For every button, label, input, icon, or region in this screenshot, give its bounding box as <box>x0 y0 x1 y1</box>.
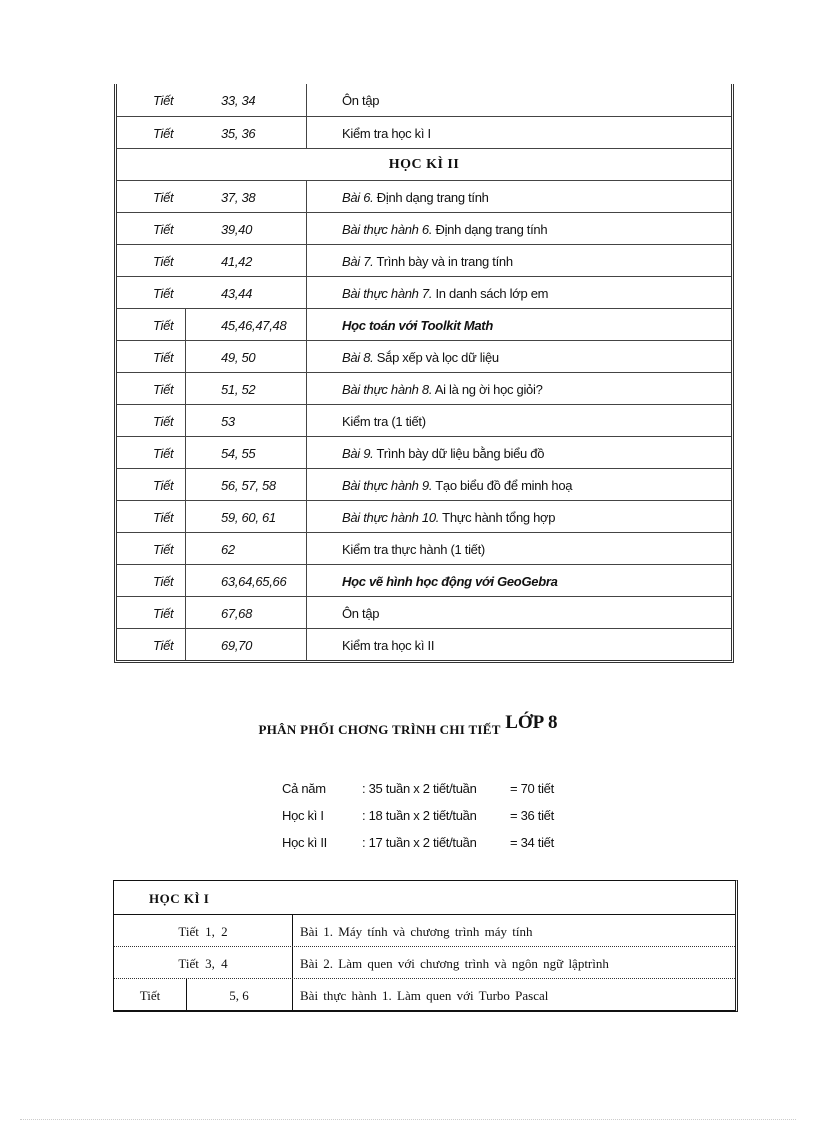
summary-total: = 70 tiết <box>510 781 554 796</box>
lesson-label: Tiết <box>153 222 174 237</box>
page-footer-rule <box>20 1119 796 1120</box>
lesson-title: Bài thực hành 7. In danh sách lớp em <box>342 286 549 301</box>
lesson-title: Bài 6. Định dạng trang tính <box>342 190 489 205</box>
schedule-table-term-1 <box>113 880 738 1012</box>
lesson-label: Tiết <box>153 126 174 141</box>
lesson-label: Tiết <box>139 988 161 1003</box>
table-row <box>117 597 731 629</box>
lesson-number: 62 <box>221 542 235 557</box>
heading-text: PHÂN PHỐI CHƠNG TRÌNH CHI TIẾT <box>258 722 501 737</box>
lesson-title: Ôn tập <box>342 606 380 621</box>
lesson-label: Tiết <box>153 382 174 397</box>
lesson-number: 54, 55 <box>221 446 256 461</box>
table-row <box>117 629 731 660</box>
lesson-prefix: Bài thực hành 8. <box>342 382 433 397</box>
lesson-number: 51, 52 <box>221 382 256 397</box>
lesson-label: Tiết <box>153 446 174 461</box>
term-2-heading: HỌC KÌ II <box>388 157 460 172</box>
lesson-title: Kiểm tra học kì I <box>342 126 431 141</box>
lesson-label: Tiết <box>153 574 174 589</box>
lesson-title: Bài 7. Trình bày và in trang tính <box>342 254 513 269</box>
lesson-title: Kiểm tra (1 tiết) <box>342 414 426 429</box>
term-header-row <box>117 149 731 181</box>
lesson-title: Kiểm tra thực hành (1 tiết) <box>342 542 485 557</box>
table-row <box>117 565 731 597</box>
section-heading <box>0 712 816 740</box>
lesson-title: Học toán với Toolkit Math <box>342 318 493 333</box>
lesson-number: Tiết 3, 4 <box>178 956 228 971</box>
lesson-number: 39,40 <box>221 222 253 237</box>
lesson-title: Kiểm tra học kì II <box>342 638 435 653</box>
summary-total: = 34 tiết <box>510 835 554 850</box>
summary-line-term-2 <box>0 835 816 855</box>
heading-grade: LỚP 8 <box>505 712 558 733</box>
schedule-table-term-2 <box>114 84 734 663</box>
lesson-prefix: Bài 7. <box>342 254 374 269</box>
lesson-title: Bài 1. Máy tính và chương trình máy tính <box>300 924 533 939</box>
lesson-number: 59, 60, 61 <box>221 510 276 525</box>
table-row <box>117 309 731 341</box>
lesson-label: Tiết <box>153 606 174 621</box>
lesson-number: 67,68 <box>221 606 253 621</box>
lesson-number: 49, 50 <box>221 350 256 365</box>
summary-key: Học kì I <box>282 808 324 823</box>
lesson-number: 41,42 <box>221 254 253 269</box>
table-row <box>114 979 735 1010</box>
lesson-number: 63,64,65,66 <box>221 574 287 589</box>
summary-value: : 35 tuần x 2 tiết/tuần <box>362 781 477 796</box>
lesson-number: 5, 6 <box>229 988 249 1003</box>
lesson-prefix: Bài 9. <box>342 446 374 461</box>
table-row <box>114 947 735 979</box>
lesson-prefix: Bài thực hành 7. <box>342 286 433 301</box>
lesson-title: Học vẽ hình học động với GeoGebra <box>342 574 558 589</box>
lesson-title: Bài thực hành 10. Thực hành tổng hợp <box>342 510 556 525</box>
lesson-prefix: Bài thực hành 9. <box>342 478 433 493</box>
table-row <box>117 117 731 149</box>
lesson-prefix: Bài thực hành 6. <box>342 222 433 237</box>
summary-line-term-1 <box>0 808 816 828</box>
lesson-title: Bài thực hành 1. Làm quen với Turbo Pascal <box>300 988 549 1003</box>
table-row <box>117 469 731 501</box>
summary-key: Học kì II <box>282 835 327 850</box>
lesson-label: Tiết <box>153 510 174 525</box>
lesson-number: 35, 36 <box>221 126 256 141</box>
table-row <box>117 245 731 277</box>
lesson-prefix: Bài thực hành 10. <box>342 510 440 525</box>
lesson-label: Tiết <box>153 478 174 493</box>
summary-key: Cả năm <box>282 781 326 796</box>
table-row <box>117 181 731 213</box>
table-row <box>117 437 731 469</box>
lesson-label: Tiết <box>153 93 174 108</box>
table-row <box>117 405 731 437</box>
summary-line-year <box>0 781 816 801</box>
table-row <box>117 84 731 117</box>
table-row <box>117 213 731 245</box>
lesson-title: Bài thực hành 9. Tạo biểu đồ để minh hoạ <box>342 478 573 493</box>
lesson-title: Bài thực hành 6. Định dạng trang tính <box>342 222 548 237</box>
lesson-number: 53 <box>221 414 235 429</box>
lesson-number: 37, 38 <box>221 190 256 205</box>
lesson-label: Tiết <box>153 190 174 205</box>
lesson-label: Tiết <box>153 254 174 269</box>
term-1-heading: HỌC KÌ I <box>149 891 210 906</box>
lesson-label: Tiết <box>153 350 174 365</box>
lesson-number: 56, 57, 58 <box>221 478 276 493</box>
lesson-number: 45,46,47,48 <box>221 318 287 333</box>
lesson-number: 69,70 <box>221 638 253 653</box>
table-row <box>117 501 731 533</box>
lesson-label: Tiết <box>153 414 174 429</box>
lesson-prefix: Bài 8. <box>342 350 374 365</box>
lesson-number: Tiết 1, 2 <box>178 924 228 939</box>
table-row <box>114 915 735 947</box>
lesson-label: Tiết <box>153 542 174 557</box>
lesson-label: Tiết <box>153 638 174 653</box>
lesson-title: Bài 8. Sắp xếp và lọc dữ liệu <box>342 350 499 365</box>
table-row <box>117 341 731 373</box>
lesson-title: Bài 2. Làm quen với chương trình và ngôn ngữ lậptrình <box>300 956 609 971</box>
lesson-number: 43,44 <box>221 286 253 301</box>
term-header-row <box>114 881 735 915</box>
summary-value: : 18 tuần x 2 tiết/tuần <box>362 808 477 823</box>
table-row <box>117 373 731 405</box>
lesson-title: Bài 9. Trình bày dữ liệu bằng biểu đồ <box>342 446 545 461</box>
lesson-prefix: Bài 6. <box>342 190 374 205</box>
lesson-label: Tiết <box>153 318 174 333</box>
summary-total: = 36 tiết <box>510 808 554 823</box>
lesson-title: Bài thực hành 8. Ai là ng ời học giỏi? <box>342 382 543 397</box>
table-row <box>117 277 731 309</box>
lesson-title: Ôn tập <box>342 93 380 108</box>
table-row <box>117 533 731 565</box>
lesson-number: 33, 34 <box>221 93 256 108</box>
summary-value: : 17 tuần x 2 tiết/tuần <box>362 835 477 850</box>
lesson-label: Tiết <box>153 286 174 301</box>
